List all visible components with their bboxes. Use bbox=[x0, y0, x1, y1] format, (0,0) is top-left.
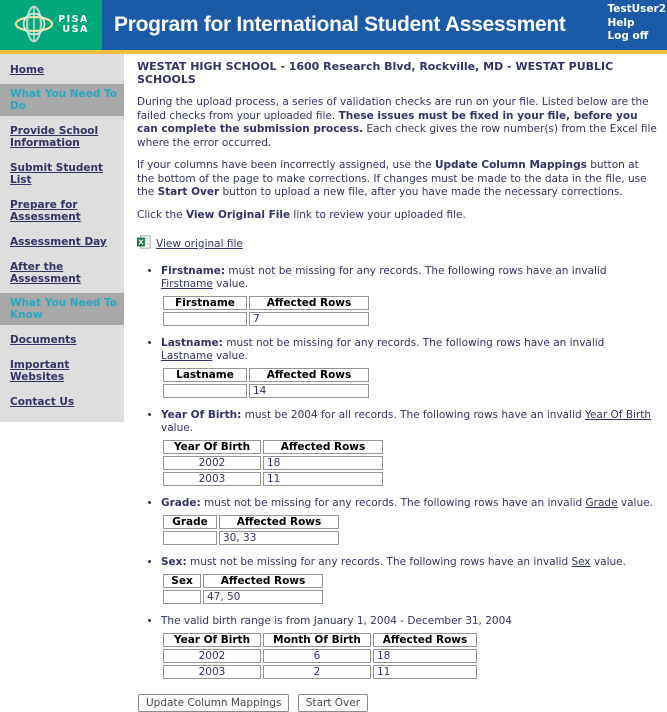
excel-file-icon[interactable] bbox=[137, 235, 151, 252]
year-of-birth-table: Year Of Birth Affected Rows 2002 18 2003 11 bbox=[161, 438, 385, 488]
intro-paragraph-2: If your columns have been incorrectly assigned, use the Update Column Mappings button at the bottom of the page to make corrections. If changes must be made to the data in the file, use the Start Over button to upload a new file, after you have made the necessary corrections. bbox=[137, 159, 647, 198]
start-over-button[interactable]: Start Over bbox=[298, 694, 368, 712]
check-grade: • Grade: must not be missing for any records. The following rows have an invalid Grade value. Grade Affected Rows 30, 33 bbox=[161, 497, 659, 547]
table-row: 2002 6 18 bbox=[163, 649, 477, 663]
table-row: 30, 33 bbox=[163, 531, 339, 545]
title-bar bbox=[102, 0, 667, 50]
table-row: 2003 11 bbox=[163, 472, 383, 486]
sidebar-item-provide-school-information[interactable]: Provide School Information bbox=[10, 125, 99, 149]
view-original-file-link[interactable]: View original file bbox=[156, 237, 243, 250]
firstname-table: Firstname Affected Rows 7 bbox=[161, 294, 371, 328]
table-row: 47, 50 bbox=[163, 590, 323, 604]
globe-icon bbox=[13, 5, 55, 46]
sidebar-item-home[interactable]: Home bbox=[10, 64, 45, 76]
logoff-link[interactable]: Log off bbox=[607, 30, 649, 42]
table-row: 2002 18 bbox=[163, 456, 383, 470]
logo-wordmark: PISA USA bbox=[58, 14, 89, 35]
term-underline: Firstname bbox=[161, 278, 213, 290]
app-header bbox=[0, 0, 667, 50]
check-year-of-birth: • Year Of Birth: must be 2004 for all records. The following rows have an invalid Year Of Birth value. Year Of Birth Affected Rows 2002 18 2003 11 bbox=[161, 409, 659, 488]
check-birth-range: • The valid birth range is from January 1, 2004 - December 31, 2004 Year Of Birth Month Of Birth Affected Rows 2002 6 18 2003 2 11 bbox=[161, 615, 659, 681]
user-box bbox=[607, 3, 666, 44]
table-row: 2003 2 11 bbox=[163, 665, 477, 679]
action-buttons bbox=[138, 694, 659, 712]
sidebar-section-what-you-need-to-know: What You Need To Know bbox=[0, 293, 124, 325]
main-content bbox=[124, 54, 667, 712]
sidebar-item-submit-student-list[interactable]: Submit Student List bbox=[10, 162, 103, 186]
help-link[interactable]: Help bbox=[607, 16, 635, 29]
sidebar-nav bbox=[0, 54, 124, 422]
lastname-table: Lastname Affected Rows 14 bbox=[161, 366, 371, 400]
check-firstname: • Firstname: must not be missing for any records. The following rows have an invalid Firstname value. Firstname Affected Rows 7 bbox=[161, 265, 659, 328]
sidebar-item-after-the-assessment[interactable]: After the Assessment bbox=[10, 261, 81, 285]
svg-text:X: X bbox=[138, 237, 144, 247]
sex-table: Sex Affected Rows 47, 50 bbox=[161, 572, 325, 606]
app-title: Program for International Student Assessment bbox=[114, 13, 566, 36]
intro-paragraph-3: Click the View Original File link to review your uploaded file. bbox=[137, 208, 466, 221]
check-lastname: • Lastname: must not be missing for any records. The following rows have an invalid Lastname value. Lastname Affected Rows 14 bbox=[161, 337, 659, 400]
grade-table: Grade Affected Rows 30, 33 bbox=[161, 513, 341, 547]
sidebar-item-assessment-day[interactable]: Assessment Day bbox=[10, 236, 107, 248]
table-row: 14 bbox=[163, 384, 369, 398]
term-underline: Sex bbox=[571, 556, 591, 568]
sidebar-item-documents[interactable]: Documents bbox=[10, 334, 77, 346]
username-label: TestUser2 bbox=[607, 3, 666, 15]
term-underline: Year Of Birth bbox=[584, 409, 652, 421]
view-original-file-row bbox=[137, 235, 659, 252]
term-underline: Grade bbox=[585, 497, 618, 509]
sidebar-item-important-websites[interactable]: Important Websites bbox=[10, 359, 70, 383]
sidebar-item-contact-us[interactable]: Contact Us bbox=[10, 396, 75, 408]
intro-paragraph-1: During the upload process, a series of validation checks are run on your file. Listed below are the failed checks from your uploaded file. These issues must be fixed in your file, before you can complete the submission process. Each check gives the row number(s) from the Excel file where the error occurred. bbox=[137, 96, 657, 149]
validation-check-list bbox=[147, 265, 659, 681]
table-row: 7 bbox=[163, 312, 369, 326]
update-column-mappings-button[interactable]: Update Column Mappings bbox=[138, 694, 289, 712]
sidebar-item-prepare-for-assessment[interactable]: Prepare for Assessment bbox=[10, 199, 81, 223]
term-underline: Lastname bbox=[161, 350, 213, 362]
sidebar-section-what-you-need-to-do: What You Need To Do bbox=[0, 84, 124, 116]
check-sex: • Sex: must not be missing for any records. The following rows have an invalid Sex value. Sex Affected Rows 47, 50 bbox=[161, 556, 659, 606]
school-banner: WESTAT HIGH SCHOOL - 1600 Research Blvd, Rockville, MD - WESTAT PUBLIC SCHOOLS bbox=[137, 60, 614, 86]
pisa-logo bbox=[0, 0, 102, 50]
birth-range-table: Year Of Birth Month Of Birth Affected Rows 2002 6 18 2003 2 11 bbox=[161, 631, 479, 681]
